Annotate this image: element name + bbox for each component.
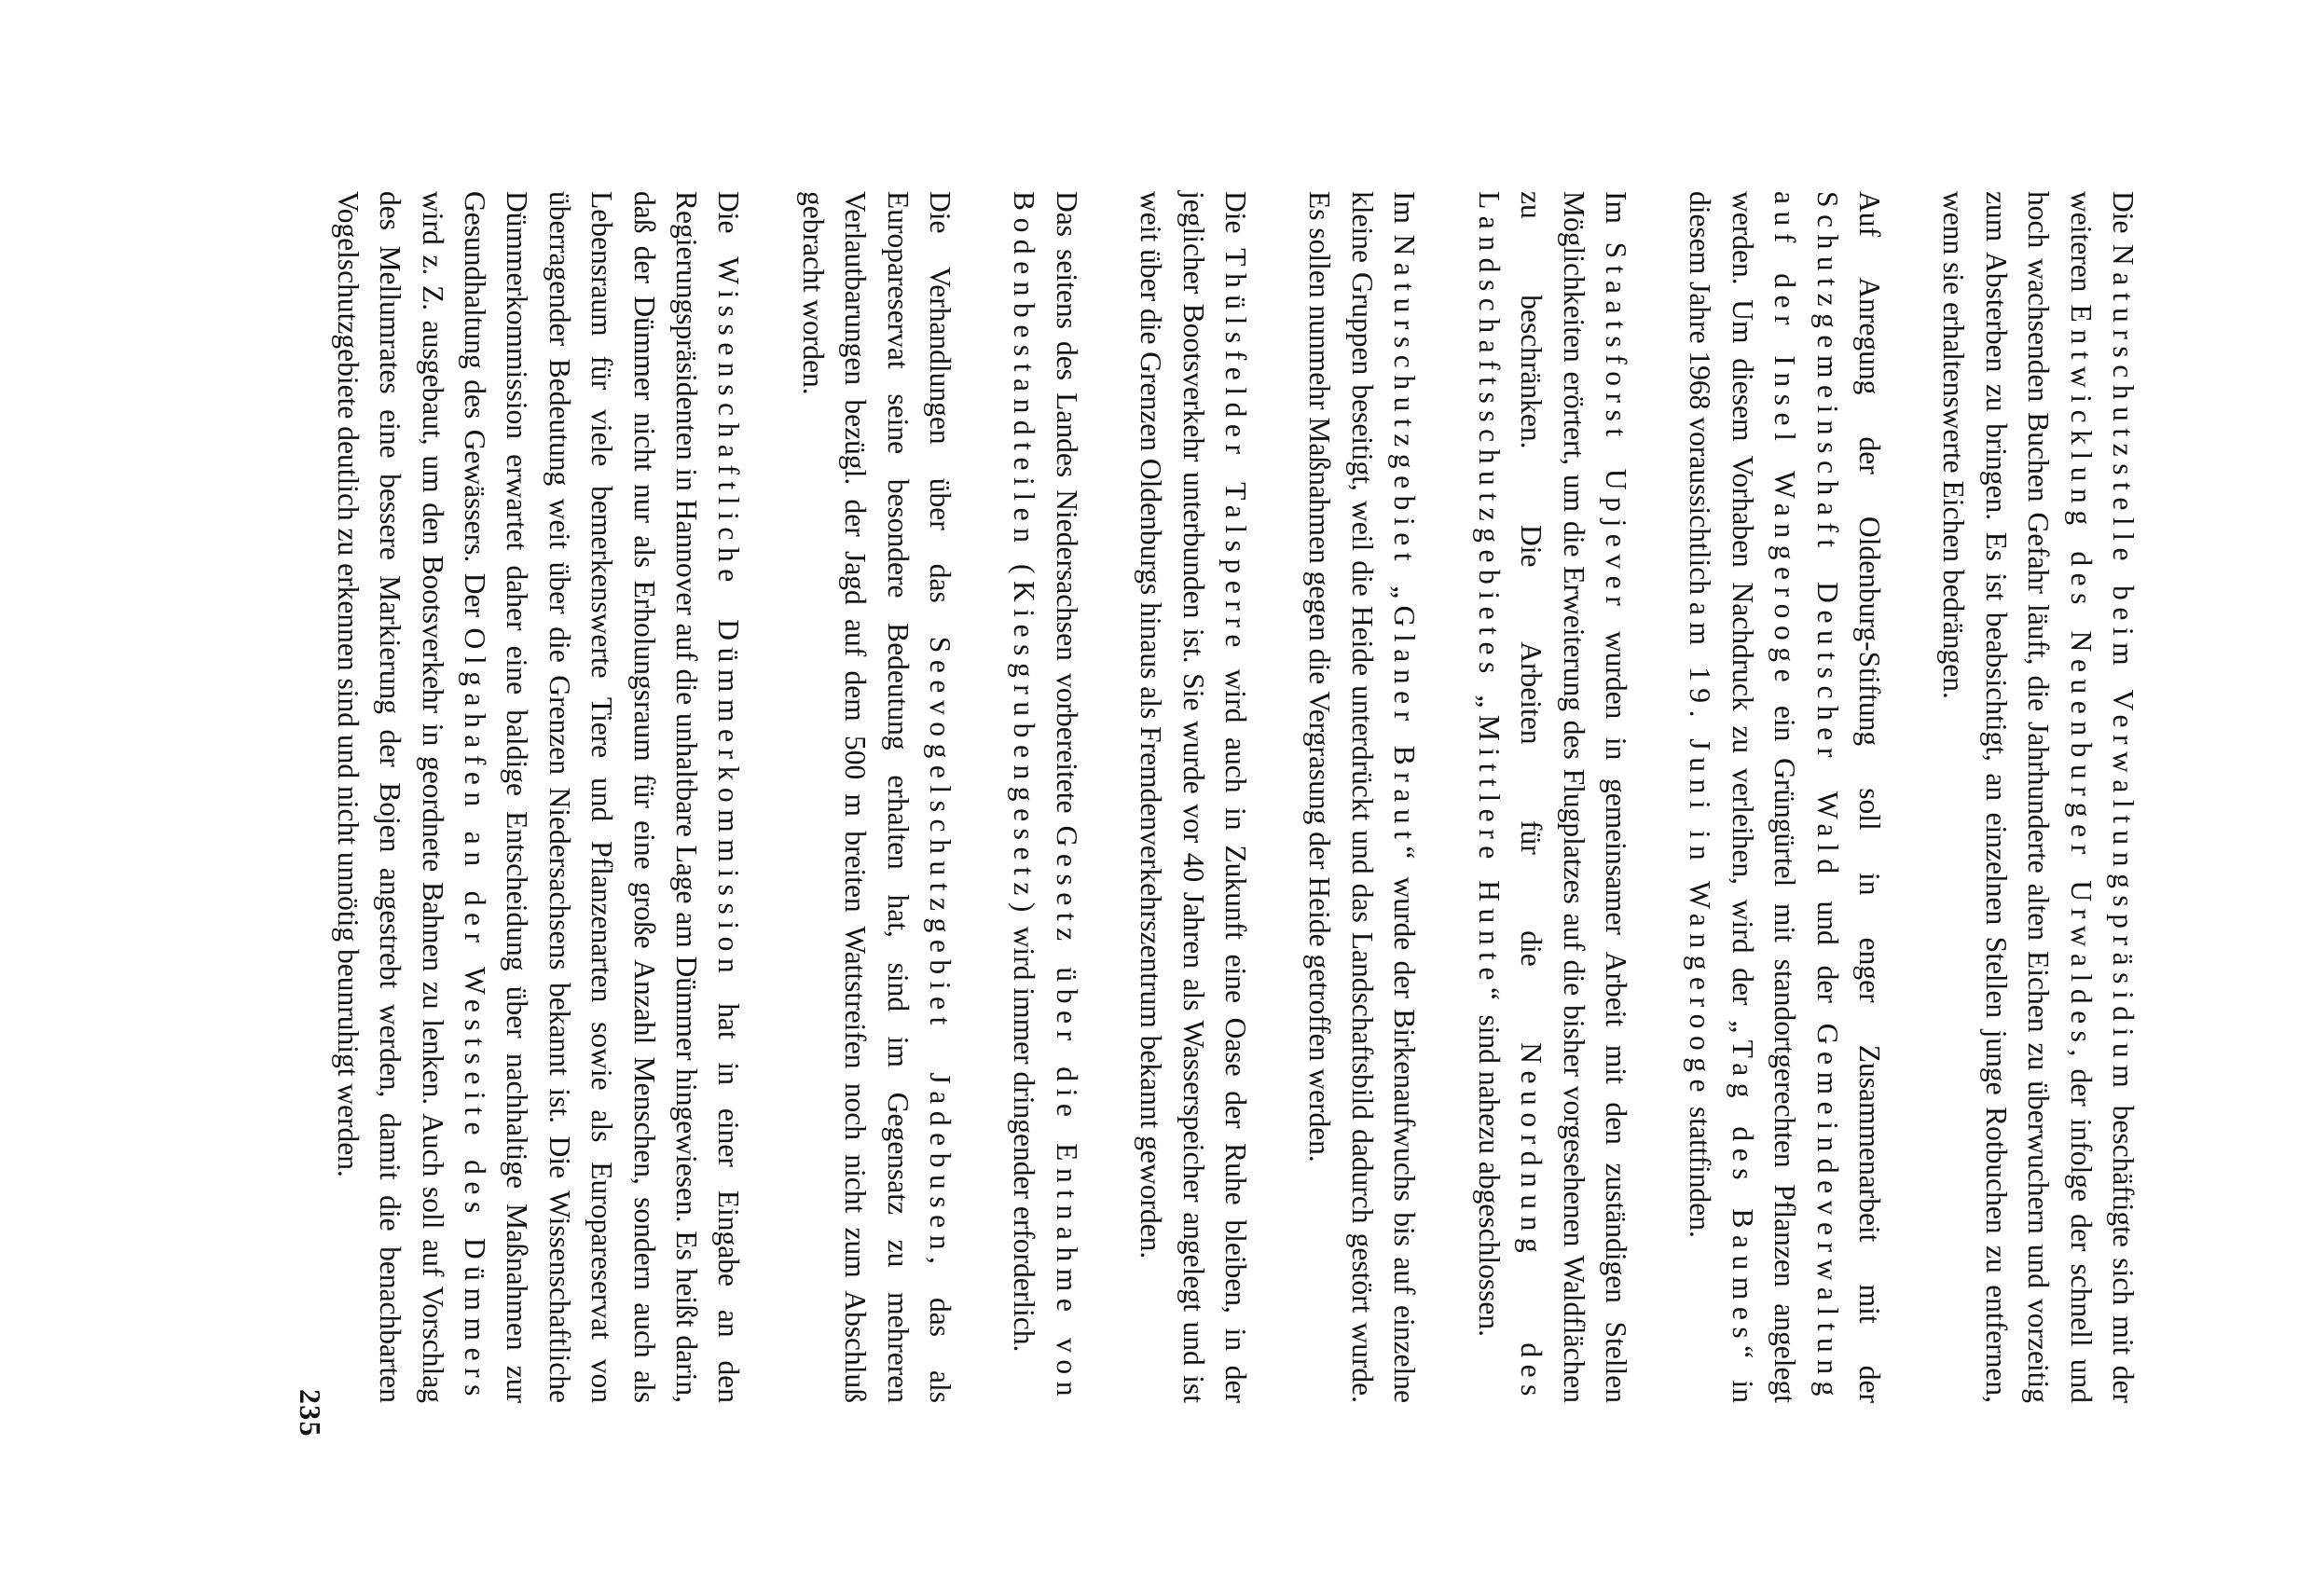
- rotated-text-block: [233, 191, 2144, 1438]
- spaced-emphasis-text: Naturschutzgebiet „Glaner Braut“: [1388, 234, 1422, 867]
- paragraph-text: Die: [1219, 191, 1253, 249]
- paragraph-kiesgrubengesetz: [1003, 191, 1088, 1403]
- paragraph-text: beschäftigte sich mit der weiteren: [2064, 191, 2140, 1403]
- spaced-emphasis-text: Neuordnung des Landschaftsschutzgebietes „Mittlere Hunte“: [1472, 191, 1548, 1403]
- spaced-emphasis-text: Entwicklung des Neuenburger Urwaldes: [2064, 304, 2098, 1050]
- text-column: [284, 191, 2144, 1403]
- paragraph-text: hat in einer Eingabe an den Regierungspräsidenten in Hannover auf die unhaltbare Lage am Dümmer hingewiesen. Es heißt darin, daß der Dümmer nicht nur als Erholungsraum für eine große Anzahl Menschen, sondern auch als Lebensraum für viele bemerkenswerte Tiere und Pflanzenarten sowie als Europareservat von überragender Bedeutung weit über die Grenzen Niedersachsens bekannt ist. Die Wissenschaftliche Dümmerkommission erwartet daher eine baldige Entscheidung über nachhaltige Maßnahmen zur Gesundhaltung des Gewässers. Der: [459, 191, 746, 1404]
- spaced-emphasis-text: Schutzgemeinschaft Deutscher Wald: [1810, 191, 1844, 881]
- spaced-emphasis-text: „Tag des Baumes“: [1726, 1020, 1759, 1366]
- paragraph-oldenburg-stiftung: [1679, 191, 1891, 1403]
- spaced-emphasis-text: am 19. Juni in Wangerooge: [1684, 601, 1717, 1100]
- paragraph-text: und der: [1810, 880, 1844, 1024]
- spaced-emphasis-text: Gesetz über die Entnahme von Bodenbestandteilen (Kiesgrubengesetz): [1008, 191, 1083, 1403]
- paragraph-text: wird auch in Zukunft eine Oase der Ruhe bleiben, in der jeglicher Bootsverkehr unterbunden ist. Sie wurde vor 40 Jahren als Wasserspeicher angelegt und ist weit über die Grenzen Oldenburgs hinaus als Fremdenverkehrszentrum bekannt geworden.: [1135, 191, 1253, 1403]
- paragraph-text: stattfinden.: [1684, 1099, 1717, 1238]
- paragraph-duemmerkommission: [326, 191, 750, 1403]
- spaced-emphasis-text: Olgahafen an der Westseite des Dümmers: [459, 627, 491, 1403]
- spaced-emphasis-text: Seevogelschutzgebiet Jadebusen: [924, 636, 957, 1258]
- spaced-emphasis-text: Naturschutzstelle beim Verwaltungspräsidium: [2107, 243, 2140, 1095]
- paragraph-text: , das als Europareservat seine besondere Bedeutung erhalten hat, sind im Gegensatz zu mehreren Verlautbarungen bezügl. der Jagd auf dem 500 m breiten Wattstreifen noch nicht zum Abschluß gebracht worden.: [796, 191, 957, 1403]
- paragraph-text: wird immer dringender erforderlich.: [1008, 918, 1041, 1353]
- paragraph-text: Die Verhandlungen über das: [924, 191, 957, 637]
- spaced-emphasis-text: Gemeindeverwaltung auf der Insel Wangerooge: [1768, 191, 1844, 1403]
- paragraph-glaner-braut: [1299, 191, 1425, 1403]
- paragraph-text: Die: [2107, 191, 2140, 244]
- paragraph-text: wird z. Z. ausgebaut, um den Bootsverkehr in geordnete Bahnen zu lenken. Auch soll auf Vorschlag des Mellumrates eine bessere Markierung der Bojen angestrebt werden, damit die benachbarten Vogelschutzgebiete deutlich zu erkennen sind und nicht unnötig beunruhigt werden.: [331, 191, 449, 1403]
- spaced-emphasis-text: Staatsforst Upjever: [1599, 241, 1632, 613]
- paragraph-text: Das seitens des Landes Niedersachsen vorbereitete: [1050, 191, 1083, 826]
- paragraph-text: Auf Anregung der Oldenburg-Stiftung soll in enger Zusammenarbeit mit der: [1852, 191, 1886, 1403]
- paragraph-thuelsfelder-talsperre: [1130, 191, 1257, 1403]
- paragraph-jadebusen: [791, 191, 961, 1403]
- paragraph-text: wurde der Birkenaufwuchs bis auf einzelne kleine Gruppen beseitigt, weil die Heide unterdrückt und das Landschaftsbild dadurch gestört wurde. Es sollen nunmehr Maßnahmen gegen die Vergrasung der Heide getroffen werden.: [1303, 191, 1422, 1403]
- paragraph-staatsforst-upjever: [1467, 191, 1637, 1403]
- paragraph-text: Im: [1599, 191, 1632, 242]
- paragraph-text: sind nahezu abgeschlossen.: [1472, 1007, 1506, 1337]
- paragraph-text: in diesem Jahre 1968 voraussichtlich: [1684, 191, 1759, 1403]
- paragraph-text: , der infolge der schnell und hoch wachsenden Buchen Gefahr läuft, die Jahrhunderte alten Eichen zu überwuchern und vorzeitig zum Absterben zu bringen. Es ist beabsichtigt, an einzelnen Stellen junge Rotbuchen zu entfernen, wenn sie erhaltenswerte Eichen bedrängen.: [1937, 191, 2098, 1404]
- paragraph-text: Die: [712, 191, 746, 257]
- paragraph-text: Im: [1388, 191, 1422, 235]
- page-number: 235: [294, 1389, 327, 1438]
- paragraph-text: wurden in gemeinsamer Arbeit mit den zuständigen Stellen Möglichkeiten erörtert, um die Erweiterung des Flugplatzes auf die bisher vorgesehenen Waldflächen zu beschränken. Die Arbeiten für die: [1515, 191, 1632, 1403]
- spaced-emphasis-text: Wissenschaftliche Dümmerkommission: [712, 256, 746, 981]
- spaced-emphasis-text: Thülsfelder Talsperre: [1219, 248, 1253, 654]
- paragraph-text: ein Grüngürtel mit standortgerechten Pflanzen angelegt werden. Um diesem Vorhaben Nachdruck zu verleihen, wird der: [1726, 191, 1802, 1403]
- paragraph-naturschutzstelle: [1933, 191, 2144, 1403]
